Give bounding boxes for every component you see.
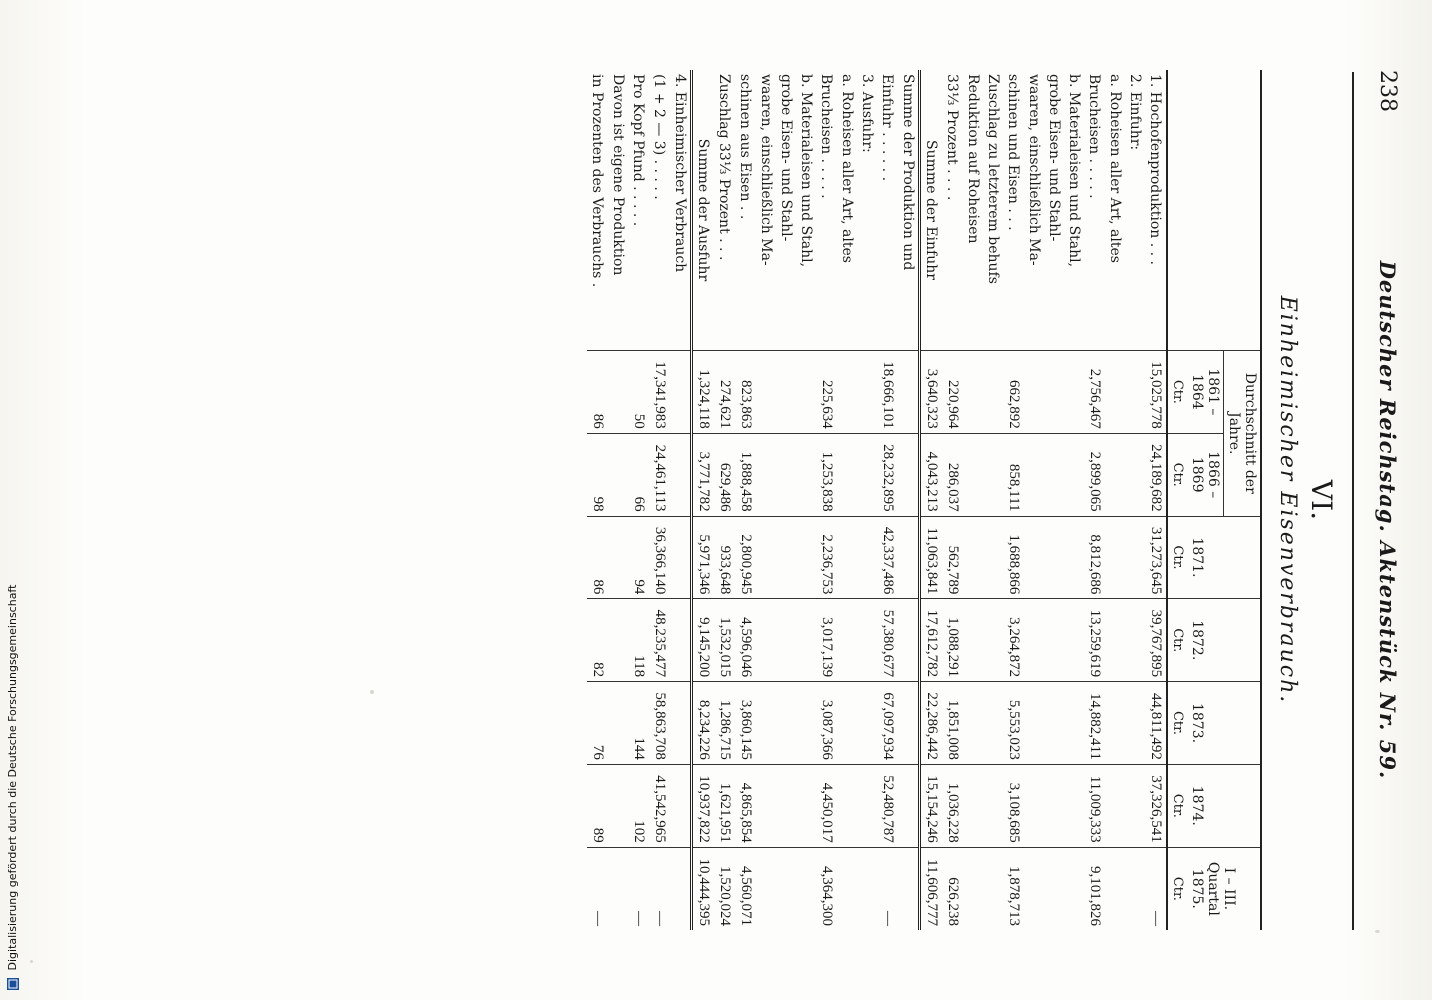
- table-cell: 2,236,753: [816, 516, 837, 599]
- table-cell: 3,108,685: [1003, 764, 1024, 847]
- table-cell: [837, 847, 857, 930]
- table-cell: 86: [587, 351, 608, 434]
- table-cell: [608, 764, 628, 847]
- table-row: [670, 70, 692, 930]
- table-row: [857, 70, 877, 930]
- table-cell: 41,542,965: [649, 764, 670, 847]
- row-label: b. Materialeisen und Stahl,: [1066, 74, 1082, 268]
- row-label: 3. Ausfuhr:: [859, 74, 875, 153]
- table-body: [587, 70, 1167, 930]
- table-cell: [1105, 764, 1125, 847]
- table-cell: [1064, 351, 1084, 434]
- table-cell: 1,851,008: [942, 682, 963, 765]
- table-cell: 58,863,708: [649, 682, 670, 765]
- unit-label: Ctr.: [1167, 433, 1187, 516]
- table-cell: 102: [628, 764, 649, 847]
- table-cell: [1024, 599, 1044, 682]
- table-cell: 10,444,395: [692, 847, 715, 930]
- table-cell: 1,253,838: [816, 433, 837, 516]
- table-cell: [670, 599, 692, 682]
- table-cell: [1044, 682, 1064, 765]
- unit-label: Ctr.: [1167, 847, 1187, 930]
- year-header: 1872.: [1187, 599, 1261, 682]
- table-cell: 17,341,983: [649, 351, 670, 434]
- table-cell: 1,878,713: [1003, 847, 1024, 930]
- table-cell: [670, 764, 692, 847]
- row-label: Brucheisen . . . . .: [1086, 74, 1102, 199]
- table-cell: [796, 764, 816, 847]
- table-row: [756, 70, 776, 930]
- table-cell: 562,789: [942, 516, 963, 599]
- table-cell: 118: [628, 599, 649, 682]
- row-label: Brucheisen . . . . .: [818, 74, 834, 199]
- table-cell: [837, 599, 857, 682]
- table-cell: [776, 764, 796, 847]
- table-cell: 14,882,411: [1084, 682, 1105, 765]
- average-years-header: Durchschnitt der Jahre.: [1224, 351, 1262, 517]
- table-cell: [1024, 433, 1044, 516]
- table-cell: 36,366,140: [649, 516, 670, 599]
- table-row: [587, 70, 608, 930]
- table-cell: [756, 682, 776, 765]
- table-cell: [857, 351, 877, 434]
- table-cell: [776, 599, 796, 682]
- table-cell: [983, 847, 1003, 930]
- table-cell: 39,767,895: [1145, 599, 1167, 682]
- table-cell: [1125, 764, 1145, 847]
- table-cell: 28,232,895: [877, 433, 898, 516]
- table-cell: [1044, 847, 1064, 930]
- table-cell: [1044, 351, 1064, 434]
- table-cell: [1064, 599, 1084, 682]
- table-cell: [1024, 516, 1044, 599]
- table-cell: [1125, 682, 1145, 765]
- table-row: [983, 70, 1003, 930]
- year-range-header: 1866 – 1869: [1187, 433, 1224, 516]
- table-cell: [670, 433, 692, 516]
- table-cell: 94: [628, 516, 649, 599]
- table-cell: 44,811,492: [1145, 682, 1167, 765]
- table-cell: 3,017,139: [816, 599, 837, 682]
- unit-label: Ctr.: [1167, 351, 1187, 434]
- table-cell: 274,621: [714, 351, 735, 434]
- table-cell: [796, 433, 816, 516]
- table-cell: 11,606,777: [920, 847, 943, 930]
- table-cell: [608, 433, 628, 516]
- table-cell: —: [587, 847, 608, 930]
- table-cell: [963, 351, 983, 434]
- table-cell: [898, 599, 920, 682]
- table-cell: 37,326,541: [1145, 764, 1167, 847]
- row-label: Summe der Produktion und: [900, 74, 916, 271]
- table-cell: [983, 351, 1003, 434]
- table-row: [776, 70, 796, 930]
- row-label: Zuschlag 33⅓ Prozent . . .: [716, 74, 732, 261]
- table-row: [1064, 70, 1084, 930]
- row-label: Davon ist eigene Produktion: [610, 74, 626, 276]
- table-cell: 89: [587, 764, 608, 847]
- row-label: (1 + 2 — 3) . . . . .: [651, 74, 667, 200]
- table-cell: [1105, 682, 1125, 765]
- table-row: [1105, 70, 1125, 930]
- table-cell: 11,009,333: [1084, 764, 1105, 847]
- digitization-credit-text: Digitalisierung gefördert durch die Deutsche Forschungsgemeinschaft: [6, 584, 19, 971]
- table-cell: [608, 351, 628, 434]
- page-number: 238: [1375, 70, 1400, 112]
- table-cell: [983, 764, 1003, 847]
- table-row: [920, 70, 943, 930]
- table-cell: 82: [587, 599, 608, 682]
- table-cell: [983, 682, 1003, 765]
- row-label: b. Materialeisen und Stahl,: [798, 74, 814, 268]
- table-cell: 1,520,024: [714, 847, 735, 930]
- unit-label: Ctr.: [1167, 599, 1187, 682]
- table-cell: 3,264,872: [1003, 599, 1024, 682]
- table-cell: [1105, 516, 1125, 599]
- table-cell: [898, 847, 920, 930]
- row-label: Pro Kopf Pfund . . . . .: [630, 74, 646, 227]
- table-cell: [608, 599, 628, 682]
- table-row: [735, 70, 756, 930]
- row-label: Summe der Einfuhr: [920, 70, 943, 351]
- table-cell: 225,634: [816, 351, 837, 434]
- table-cell: [670, 516, 692, 599]
- table-cell: [1125, 599, 1145, 682]
- table-cell: 4,364,300: [816, 847, 837, 930]
- table-cell: 144: [628, 682, 649, 765]
- table-cell: 67,097,934: [877, 682, 898, 765]
- table-cell: [670, 351, 692, 434]
- table-cell: 57,380,677: [877, 599, 898, 682]
- table-cell: [1125, 847, 1145, 930]
- digitization-credit: [6, 570, 24, 990]
- table-cell: [857, 682, 877, 765]
- table-cell: [776, 847, 796, 930]
- table-cell: 1,088,291: [942, 599, 963, 682]
- table-cell: [1105, 847, 1125, 930]
- running-title: Deutscher Reichstag. Aktenstück Nr. 59.: [1375, 260, 1400, 780]
- table-cell: [857, 516, 877, 599]
- section-title: Einheimischer Eisenverbrauch.: [1275, 295, 1300, 705]
- table-cell: 1,532,015: [714, 599, 735, 682]
- table-row: [796, 70, 816, 930]
- unit-label: Ctr.: [1167, 516, 1187, 599]
- table-cell: [796, 516, 816, 599]
- table-cell: [963, 682, 983, 765]
- table-cell: [1044, 433, 1064, 516]
- table-row: [898, 70, 920, 930]
- table-cell: 8,812,686: [1084, 516, 1105, 599]
- table-cell: [857, 764, 877, 847]
- table-cell: [1125, 433, 1145, 516]
- section-number: VI.: [1305, 479, 1338, 521]
- table-cell: 220,964: [942, 351, 963, 434]
- table-cell: —: [877, 847, 898, 930]
- table-cell: 3,087,366: [816, 682, 837, 765]
- table-cell: 15,025,778: [1145, 351, 1167, 434]
- table-cell: 50: [628, 351, 649, 434]
- table-cell: [857, 847, 877, 930]
- row-label: 2. Einfuhr:: [1127, 74, 1143, 151]
- row-label: schinen aus Eisen . .: [737, 74, 753, 220]
- unit-label: Ctr.: [1167, 764, 1187, 847]
- row-label: Summe der Ausfuhr: [692, 70, 715, 351]
- table-cell: 11,063,841: [920, 516, 943, 599]
- table-cell: [963, 847, 983, 930]
- table-cell: [1064, 433, 1084, 516]
- table-cell: 823,863: [735, 351, 756, 434]
- row-label: a. Roheisen aller Art, altes: [839, 74, 855, 263]
- table-cell: 3,640,323: [920, 351, 943, 434]
- row-label: Einfuhr . . . . . .: [879, 74, 895, 182]
- row-label: in Prozenten des Verbrauchs .: [589, 74, 605, 288]
- table-cell: [756, 516, 776, 599]
- table-row: [1145, 70, 1167, 930]
- table-cell: 1,036,228: [942, 764, 963, 847]
- table-cell: 10,937,822: [692, 764, 715, 847]
- table-cell: —: [628, 847, 649, 930]
- table-cell: 52,480,787: [877, 764, 898, 847]
- table-cell: [1064, 682, 1084, 765]
- row-label: a. Roheisen aller Art, altes: [1107, 74, 1123, 263]
- table-cell: [857, 599, 877, 682]
- row-label: 1. Hochofenproduktion . . .: [1147, 74, 1163, 266]
- table-cell: 9,145,200: [692, 599, 715, 682]
- table-cell: 9,101,826: [1084, 847, 1105, 930]
- row-label: 33⅓ Prozent . . . .: [944, 74, 960, 201]
- table-row: [837, 70, 857, 930]
- table-cell: [857, 433, 877, 516]
- table-cell: [756, 847, 776, 930]
- table-cell: [756, 599, 776, 682]
- table-cell: 4,865,854: [735, 764, 756, 847]
- table-cell: 4,596,046: [735, 599, 756, 682]
- table-row: [628, 70, 649, 930]
- table-cell: [963, 599, 983, 682]
- table-cell: [796, 682, 816, 765]
- table-cell: 4,450,017: [816, 764, 837, 847]
- row-label: waaren, einschließlich Ma-: [758, 74, 774, 266]
- table-cell: [963, 516, 983, 599]
- table-cell: [796, 847, 816, 930]
- table-cell: 2,756,467: [1084, 351, 1105, 434]
- row-label: schinen und Eisen . . .: [1005, 74, 1021, 231]
- table-cell: [776, 682, 796, 765]
- table-cell: [1044, 516, 1064, 599]
- table-row: [942, 70, 963, 930]
- row-label: grobe Eisen- und Stahl-: [778, 74, 794, 242]
- row-label: Zuschlag zu letzterem behufs: [985, 74, 1001, 284]
- table-cell: [983, 516, 1003, 599]
- table-cell: 48,235,477: [649, 599, 670, 682]
- row-label: Reduktion auf Roheisen: [965, 74, 981, 244]
- table-cell: 1,286,715: [714, 682, 735, 765]
- table-cell: [1105, 599, 1125, 682]
- table-row: [1003, 70, 1024, 930]
- table-cell: 1,621,951: [714, 764, 735, 847]
- table-cell: 3,771,782: [692, 433, 715, 516]
- table-cell: [1024, 351, 1044, 434]
- table-cell: 5,553,023: [1003, 682, 1024, 765]
- table-cell: [1024, 764, 1044, 847]
- table-cell: 24,189,682: [1145, 433, 1167, 516]
- table-cell: [837, 682, 857, 765]
- table-cell: 662,892: [1003, 351, 1024, 434]
- table-cell: 5,971,346: [692, 516, 715, 599]
- table-row: [1125, 70, 1145, 930]
- row-label: waaren, einschließlich Ma-: [1026, 74, 1042, 266]
- table-cell: 24,461,113: [649, 433, 670, 516]
- table-cell: [837, 433, 857, 516]
- table-cell: [837, 516, 857, 599]
- unit-label: Ctr.: [1167, 682, 1187, 765]
- table-cell: [670, 847, 692, 930]
- table-cell: [1024, 682, 1044, 765]
- table-cell: 4,560,071: [735, 847, 756, 930]
- table-cell: [963, 764, 983, 847]
- table-cell: —: [649, 847, 670, 930]
- table-cell: [1125, 516, 1145, 599]
- table-cell: [1044, 599, 1064, 682]
- year-range-header: 1861 – 1864: [1187, 351, 1224, 434]
- table-cell: [776, 516, 796, 599]
- table-cell: [608, 682, 628, 765]
- table-cell: 629,486: [714, 433, 735, 516]
- dfg-logo-icon: [7, 978, 19, 990]
- unit-row-label: [1167, 70, 1187, 351]
- table-cell: 98: [587, 433, 608, 516]
- year-header: 1874.: [1187, 764, 1261, 847]
- table-cell: 1,324,118: [692, 351, 715, 434]
- table-cell: [983, 433, 1003, 516]
- table-cell: [756, 351, 776, 434]
- label-column-header: [1187, 70, 1261, 351]
- table-row: [714, 70, 735, 930]
- table-cell: [776, 351, 796, 434]
- table-cell: [898, 764, 920, 847]
- table-cell: 4,043,213: [920, 433, 943, 516]
- table-row: [963, 70, 983, 930]
- table-cell: [796, 599, 816, 682]
- table-cell: 31,273,645: [1145, 516, 1167, 599]
- table-cell: [756, 433, 776, 516]
- table-cell: [1064, 847, 1084, 930]
- table-cell: [898, 433, 920, 516]
- table-cell: 18,666,101: [877, 351, 898, 434]
- table-cell: [1105, 351, 1125, 434]
- table-cell: [837, 351, 857, 434]
- table-cell: 8,234,226: [692, 682, 715, 765]
- table-cell: [1064, 516, 1084, 599]
- table-cell: 15,154,246: [920, 764, 943, 847]
- table-row: [816, 70, 837, 930]
- table-cell: [608, 516, 628, 599]
- table-cell: [898, 351, 920, 434]
- row-label: 4. Einheimischer Verbrauch: [672, 74, 688, 273]
- table-cell: [670, 682, 692, 765]
- table-cell: 66: [628, 433, 649, 516]
- table-cell: [1125, 351, 1145, 434]
- year-header: 1873.: [1187, 682, 1261, 765]
- row-label: grobe Eisen- und Stahl-: [1046, 74, 1062, 242]
- table-cell: [1064, 764, 1084, 847]
- table-row: [649, 70, 670, 930]
- table-cell: 3,860,145: [735, 682, 756, 765]
- table-cell: 933,648: [714, 516, 735, 599]
- header-rule: [1352, 72, 1354, 930]
- table-cell: 86: [587, 516, 608, 599]
- table-cell: [963, 433, 983, 516]
- table-cell: 22,286,442: [920, 682, 943, 765]
- table-cell: —: [1145, 847, 1167, 930]
- table-cell: [796, 351, 816, 434]
- table-cell: [756, 764, 776, 847]
- table-cell: [1044, 764, 1064, 847]
- table-cell: 13,259,619: [1084, 599, 1105, 682]
- year-header: I – III. Quartal 1875.: [1187, 847, 1261, 930]
- table-cell: 858,111: [1003, 433, 1024, 516]
- table-cell: 626,238: [942, 847, 963, 930]
- table-cell: [1105, 433, 1125, 516]
- table-cell: 286,037: [942, 433, 963, 516]
- table-row: [608, 70, 628, 930]
- table-row: [1044, 70, 1064, 930]
- table-cell: 17,612,782: [920, 599, 943, 682]
- table-cell: 2,800,945: [735, 516, 756, 599]
- table-cell: 42,337,486: [877, 516, 898, 599]
- table-cell: [983, 599, 1003, 682]
- table-cell: [898, 516, 920, 599]
- table-cell: 1,688,866: [1003, 516, 1024, 599]
- table-cell: 1,888,458: [735, 433, 756, 516]
- table-cell: [776, 433, 796, 516]
- table-row: [692, 70, 715, 930]
- table-row: [877, 70, 898, 930]
- page-header: [1360, 0, 1400, 1000]
- table-row: [1084, 70, 1105, 930]
- year-header: 1871.: [1187, 516, 1261, 599]
- table-cell: [1024, 847, 1044, 930]
- table-cell: 2,899,065: [1084, 433, 1105, 516]
- table-cell: [898, 682, 920, 765]
- table-row: [1024, 70, 1044, 930]
- table-cell: 76: [587, 682, 608, 765]
- table-cell: [837, 764, 857, 847]
- table-cell: [608, 847, 628, 930]
- iron-consumption-table: [587, 70, 1262, 930]
